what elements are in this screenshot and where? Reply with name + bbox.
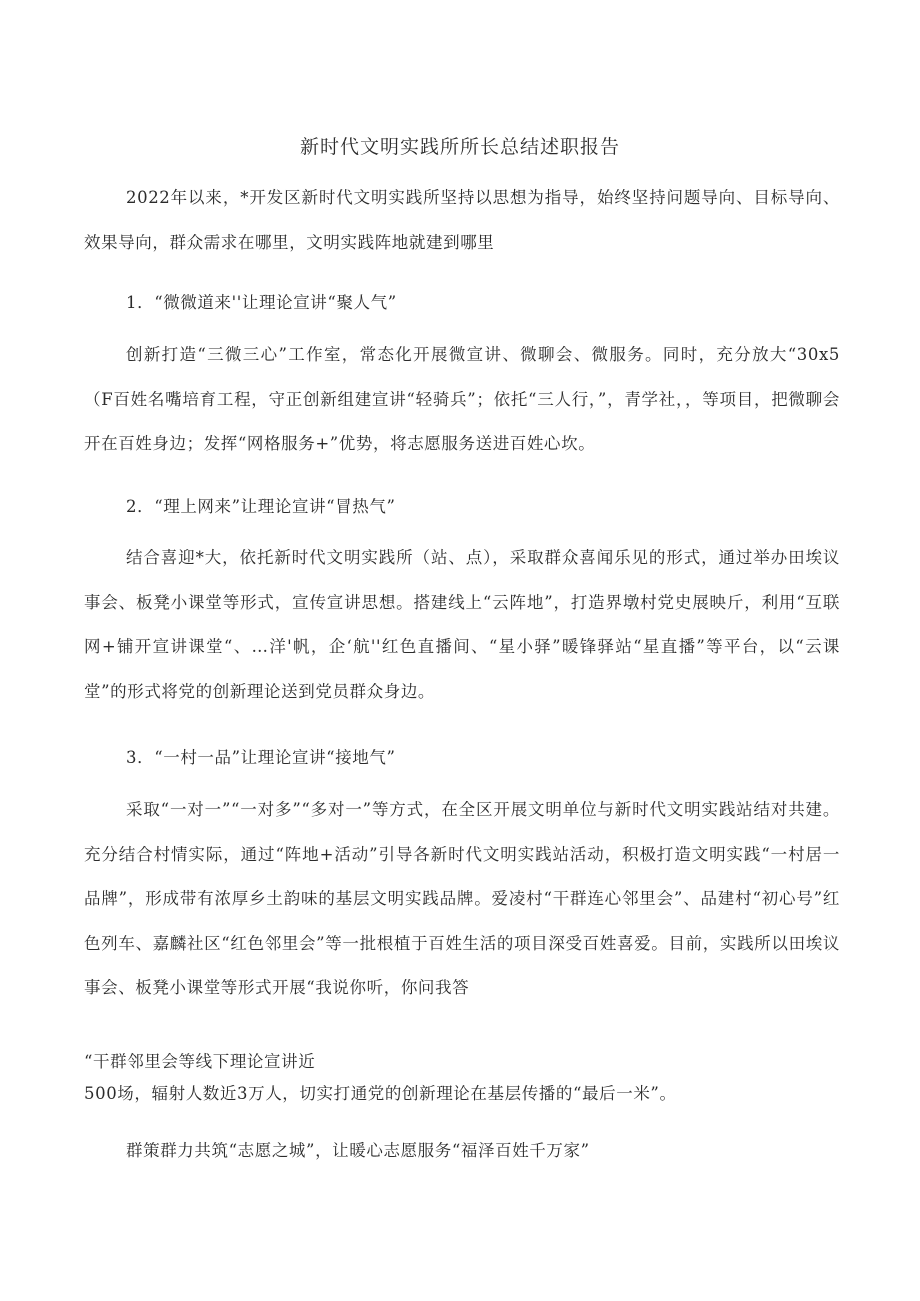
intro-paragraph: 2022年以来，*开发区新时代文明实践所坚持以思想为指导，始终坚持问题导向、目标导向、效果导向，群众需求在哪里，文明实践阵地就建到哪里 (84, 188, 840, 252)
section-2-heading: 2．“理上网来”让理论宣讲“冒热气” (126, 497, 396, 516)
section-3-tail-line: “干群邻里会等线下理论宣讲近 (84, 1052, 316, 1071)
section-1-body: 创新打造“三微三心”工作室，常态化开展微宣讲、微聊会、微服务。同时，充分放大“30x5（F百姓名嘴培育工程，守正创新组建宣讲“轻骑兵”；依托“三人行，”，青学社，，等项目，把微聊会开在百姓身边；发挥“网格服务+”优势，将志愿服务送进百姓心坎。 (84, 345, 840, 453)
section-2-body: 结合喜迎*大，依托新时代文明实践所（站、点），采取群众喜闻乐见的形式，通过举办田埃议事会、板凳小课堂等形式，宣传宣讲思想。搭建线上“云阵地”，打造界墩村党史展映斤，利用“互联网+铺开宣讲课堂“、…洋'帆，企‘航''红色直播间、“星小驿”暖锋驿站“星直播”等平台，以“云课堂”的形式将党的创新理论送到党员群众身边。 (84, 548, 840, 701)
document-title: 新时代文明实践所所长总结述职报告 (299, 136, 620, 158)
section-3-body: 采取“一对一”“一对多”“多对一”等方式，在全区开展文明单位与新时代文明实践站结对共建。充分结合村情实际，通过“阵地+活动”引导各新时代文明实践站活动，积极打造文明实践“一村居一品牌”，形成带有浓厚乡土韵味的基层文明实践品牌。爱凌村“干群连心邻里会”、品建村“初心号”红色列车、嘉麟社区“红色邻里会”等一批根植于百姓生活的项目深受百姓喜爱。目前，实践所以田埃议事会、板凳小课堂等形式开展“我说你听，你问我答 (84, 800, 840, 997)
section-3-heading: 3．“一村一品”让理论宣讲“接地气” (126, 748, 396, 767)
section-4-heading: 群策群力共筑“志愿之城”，让暖心志愿服务“福泽百姓千万家” (126, 1141, 590, 1160)
section-1-heading: 1．“微微道来''让理论宣讲“聚人气” (126, 293, 397, 312)
section-3-result: 500场，辐射人数近3万人，切实打通党的创新理论在基层传播的“最后一米”。 (84, 1084, 677, 1103)
